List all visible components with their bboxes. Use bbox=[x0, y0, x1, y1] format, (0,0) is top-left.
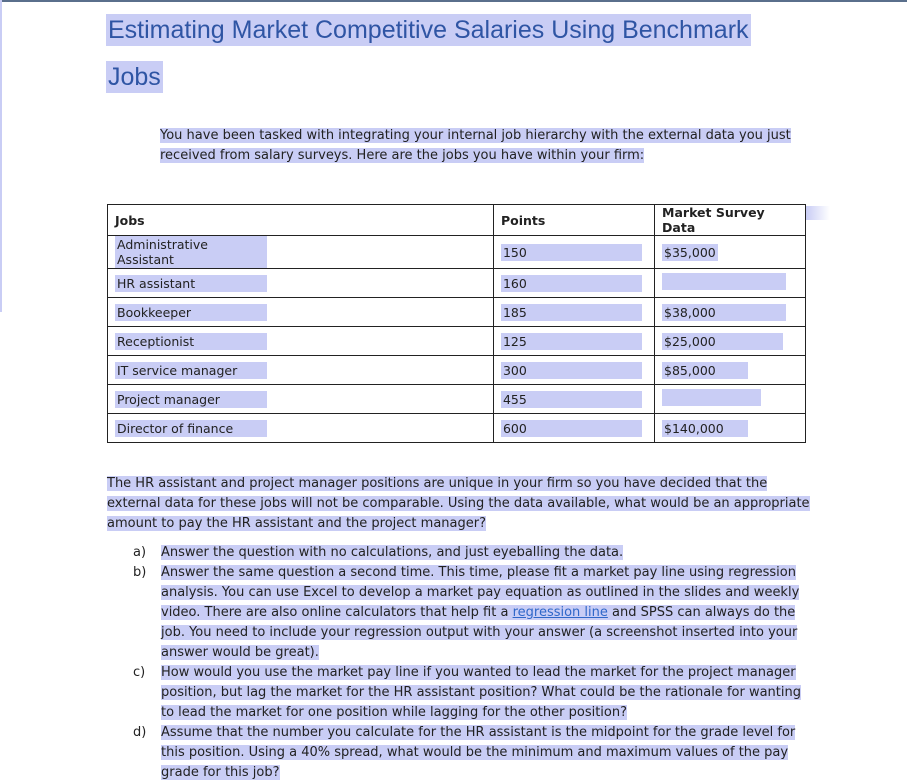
job-name: Bookkeeper bbox=[115, 304, 267, 321]
header-highlight-fade bbox=[806, 206, 830, 220]
table-row bbox=[108, 356, 806, 385]
question-b-marker: b) bbox=[133, 565, 147, 580]
job-name: Receptionist bbox=[115, 333, 267, 350]
job-market-pay: $85,000 bbox=[662, 362, 748, 379]
question-d-marker: d) bbox=[133, 725, 147, 740]
question-a bbox=[133, 543, 813, 563]
question-b bbox=[133, 563, 813, 663]
question-c bbox=[133, 663, 813, 723]
table-row bbox=[108, 298, 806, 327]
question-c-text: How would you use the market pay line if you wanted to lead the market for the project manager position, but lag the market for the HR assistant position? What could be the rationale for wanting to lead the market for one position while lagging for the other position? bbox=[161, 665, 801, 720]
intro-text: You have been tasked with integrating your internal job hierarchy with the external data you just received from salary surveys. Here are the jobs you have within your firm: bbox=[160, 128, 791, 163]
regression-line-link[interactable]: regression line bbox=[512, 605, 608, 620]
question-b-text-end: and SPSS can always do the job. You need to include your regression output with your answer (a screenshot inserted into your answer would be great). bbox=[161, 605, 798, 660]
question-a-marker: a) bbox=[133, 545, 147, 560]
question-d-text: Assume that the number you calculate for the HR assistant is the midpoint for the grade level for this position. Using a 40% spread, what would be the minimum and maximum values of the pay grade for this job? bbox=[161, 725, 796, 780]
job-points: 125 bbox=[501, 333, 642, 350]
job-name: Director of finance bbox=[115, 420, 267, 437]
job-name: Project manager bbox=[115, 391, 267, 408]
job-name: Administrative Assistant bbox=[115, 236, 267, 268]
table-row bbox=[108, 327, 806, 356]
intro-paragraph bbox=[160, 126, 820, 166]
question-b-text-start: Answer the same question a second time. This time, please fit a market pay line using regression analysis. You can use Excel to develop a market pay equation as outlined in the slides and weekly video. There are also online calculators that help fit a bbox=[161, 565, 800, 620]
job-points: 160 bbox=[501, 275, 642, 292]
table-row bbox=[108, 414, 806, 443]
page-title-line-2: Jobs bbox=[108, 63, 161, 91]
job-points: 185 bbox=[501, 304, 642, 321]
scenario-paragraph bbox=[107, 474, 812, 534]
top-border bbox=[0, 0, 907, 2]
left-margin-bar bbox=[0, 0, 2, 312]
table-header-row bbox=[108, 205, 806, 236]
job-points: 150 bbox=[501, 244, 642, 261]
jobs-table bbox=[107, 204, 806, 443]
question-a-text: Answer the question with no calculations, and just eyeballing the data. bbox=[161, 545, 624, 560]
job-market-pay bbox=[662, 389, 761, 406]
header-market-survey: Market Survey Data bbox=[655, 205, 806, 236]
page-title-line-1: Estimating Market Competitive Salaries Using Benchmark bbox=[108, 16, 749, 44]
table-row bbox=[108, 385, 806, 414]
header-points: Points bbox=[493, 205, 654, 236]
job-market-pay: $38,000 bbox=[662, 304, 786, 321]
job-market-pay bbox=[662, 273, 786, 290]
job-points: 600 bbox=[501, 420, 642, 437]
question-list bbox=[133, 543, 813, 783]
job-name: IT service manager bbox=[115, 362, 267, 379]
job-market-pay: $35,000 bbox=[662, 244, 718, 261]
question-d bbox=[133, 723, 813, 783]
job-name: HR assistant bbox=[115, 275, 267, 292]
job-market-pay: $140,000 bbox=[662, 420, 748, 437]
job-points: 455 bbox=[501, 391, 642, 408]
table-row bbox=[108, 236, 806, 269]
job-points: 300 bbox=[501, 362, 642, 379]
table-row bbox=[108, 269, 806, 298]
question-c-marker: c) bbox=[133, 665, 146, 680]
scenario-text: The HR assistant and project manager positions are unique in your firm so you have decided that the external data for these jobs will not be comparable. Using the data available, what would be an appropriate amount to pay the HR assistant and the project manager? bbox=[107, 476, 810, 531]
job-market-pay: $25,000 bbox=[662, 333, 783, 350]
header-jobs: Jobs bbox=[108, 205, 494, 236]
